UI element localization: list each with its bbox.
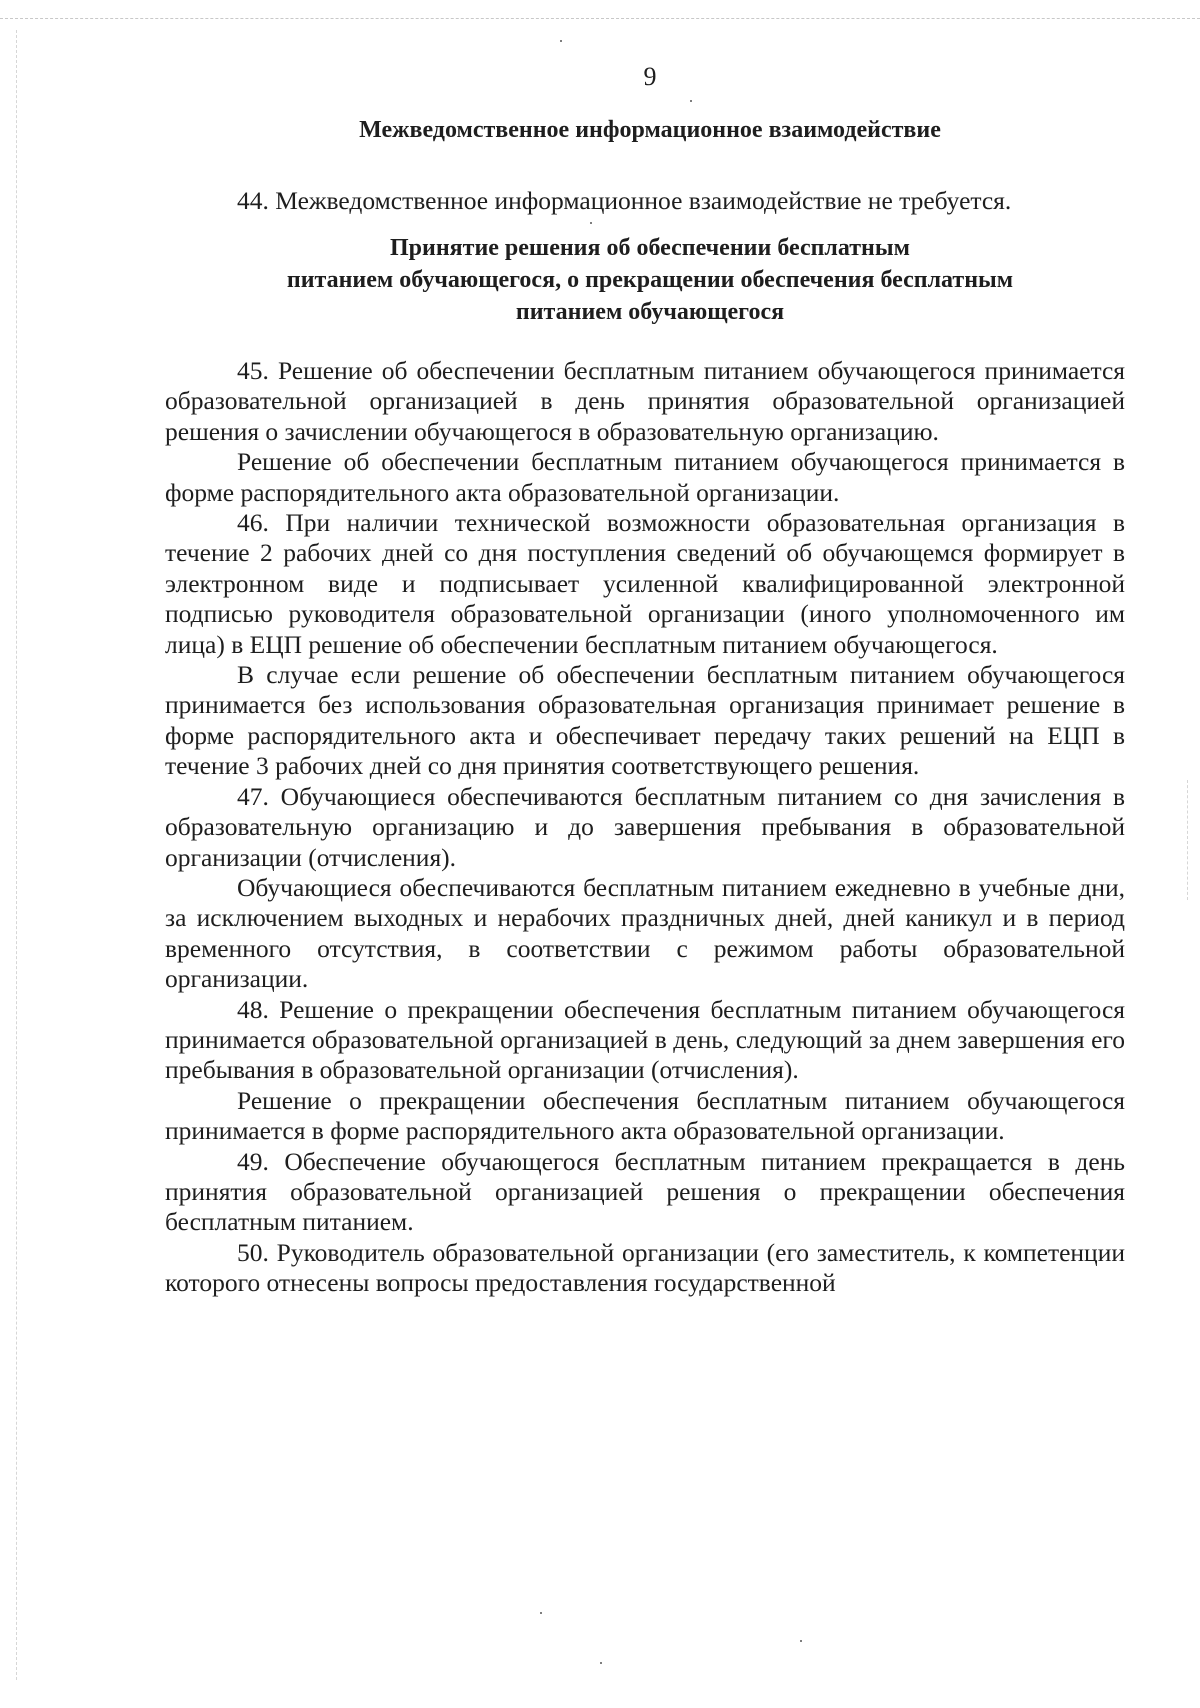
paragraph-44: 44. Межведомственное информационное взаимодействие не требуется. bbox=[237, 186, 1012, 215]
scan-speck bbox=[560, 40, 562, 42]
body-text bbox=[165, 356, 1125, 1299]
scan-speck bbox=[690, 100, 692, 102]
scan-speck bbox=[540, 1612, 542, 1614]
heading-line-3: питанием обучающегося bbox=[515, 299, 785, 325]
paragraph-48: 48. Решение о прекращении обеспечения бесплатным питанием обучающегося принимается образовательной организацией в день, следующий за днем завершения его пребывания в образовательной организации (отчисления). bbox=[165, 994, 1125, 1085]
scan-border-top bbox=[0, 18, 1200, 19]
scan-speck bbox=[800, 1640, 802, 1642]
scan-speck bbox=[590, 222, 592, 224]
heading-line-1: Принятие решения об обеспечении бесплатным bbox=[390, 235, 910, 261]
scan-border-left bbox=[16, 30, 17, 1680]
scan-border-right bbox=[1187, 780, 1188, 900]
paragraph-45-form: Решение об обеспечении бесплатным питанием обучающегося принимается в форме распорядительного акта образовательной организации. bbox=[165, 447, 1125, 507]
scan-speck bbox=[600, 1662, 602, 1664]
section-heading-decision bbox=[165, 232, 1135, 328]
heading-line-2: питанием обучающегося, о прекращении обеспечения бесплатным bbox=[286, 267, 1014, 293]
page-number: 9 bbox=[643, 62, 657, 91]
paragraph-47: 47. Обучающиеся обеспечиваются бесплатным питанием со дня зачисления в образовательную организацию и до завершения пребывания в образовательной организации (отчисления). bbox=[165, 781, 1125, 872]
paragraph-47-schedule: Обучающиеся обеспечиваются бесплатным питанием ежедневно в учебные дни, за исключением выходных и нерабочих праздничных дней, дней каникул и в период временного отсутствия, в соответствии с режимом работы образовательной организации. bbox=[165, 872, 1125, 994]
paragraph-45: 45. Решение об обеспечении бесплатным питанием обучающегося принимается образовательной организацией в день принятия образовательной организацией решения о зачислении обучающегося в образовательную организацию. bbox=[165, 356, 1125, 446]
paragraph-49: 49. Обеспечение обучающегося бесплатным питанием прекращается в день принятия образовательной организацией решения о прекращении обеспечения бесплатным питанием. bbox=[165, 1146, 1125, 1237]
paragraph-48-form: Решение о прекращении обеспечения бесплатным питанием обучающегося принимается в форме распорядительного акта образовательной организации. bbox=[165, 1085, 1125, 1146]
section-heading-interagency: Межведомственное информационное взаимодействие bbox=[359, 117, 941, 143]
paragraph-46: 46. При наличии технической возможности образовательная организация в течение 2 рабочих дней со дня поступления сведений об обучающемся формирует в электронном виде и подписывает усиленной квалифицированной электронной подписью руководителя образовательной организации (иного уполномоченного им лица) в ЕЦП решение об обеспечении бесплатным питанием обучающегося. bbox=[165, 508, 1125, 659]
paragraph-46-case: В случае если решение об обеспечении бесплатным питанием обучающегося принимается без использования образовательная организация принимает решение в форме распорядительного акта и обеспечивает передачу таких решений на ЕЦП в течение 3 рабочих дней со дня принятия соответствующего решения. bbox=[165, 660, 1125, 781]
paragraph-50: 50. Руководитель образовательной организации (его заместитель, к компетенции которого отнесены вопросы предоставления государственной bbox=[165, 1237, 1125, 1298]
